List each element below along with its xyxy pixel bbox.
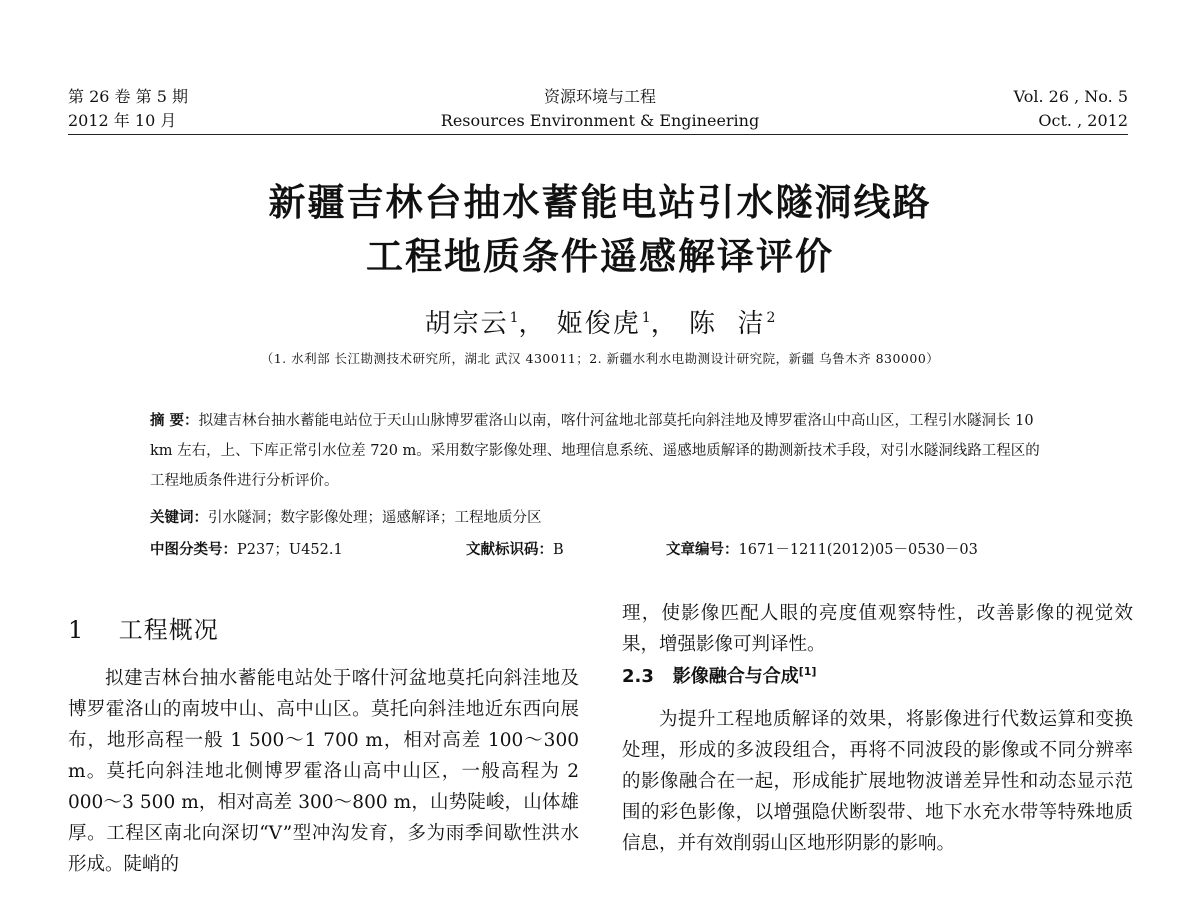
citation-ref: [1] (798, 665, 817, 678)
keywords-text: 引水隧洞；数字影像处理；遥感解译；工程地质分区 (208, 510, 542, 526)
section-number: 1 (68, 616, 85, 644)
header-rule (68, 134, 1128, 135)
keywords-label: 关键词： (150, 510, 208, 526)
header-date-en: Oct. , 2012 (1038, 111, 1128, 130)
header-volume: 第 26 卷 第 5 期 (68, 87, 188, 106)
header-vol-en: Vol. 26 , No. 5 (1013, 87, 1128, 106)
classification-value: P237；U452.1 (237, 542, 343, 558)
author-affil-mark: 1 (509, 310, 519, 327)
left-column (68, 663, 579, 903)
author-name: 胡宗云 (424, 309, 509, 339)
subsection-title: 影像融合与合成 (672, 666, 799, 687)
document-code-label: 文献标识码： (466, 542, 553, 558)
keywords (150, 503, 1050, 533)
section-1-paragraph: 拟建吉林台抽水蓄能电站处于喀什河盆地莫托向斜洼地及博罗霍洛山的南坡中山、高中山区。莫托向斜洼地近东西向展布，地形高程一般 1 500～1 700 m，相对高差 100～300 m。莫托向斜洼地北侧博罗霍洛山高中山区，一般高程为 2 000～3 500 m，相对高差 300～800 m，山势陡峻，山体雄厚。工程区南北向深切“V”型冲沟发育，多为雨季间歇性洪水形成。陡峭的 (68, 668, 579, 875)
title-line-2: 工程地质条件遥感解译评价 (366, 235, 834, 278)
author-affil-mark: 1 (641, 310, 651, 327)
classification (150, 538, 343, 559)
right-column-body (622, 704, 1133, 903)
author-list: 胡宗云$^1$， 姬俊虎$^1$， 陈 洁$^2$ (424, 309, 776, 339)
header-journal-en: Resources Environment & Engineering (440, 111, 760, 130)
abstract-text: 拟建吉林台抽水蓄能电站位于天山山脉博罗霍洛山以南，喀什河盆地北部莫托向斜洼地及博罗霍洛山中高山区，工程引水隧洞长 10 km 左右，上、下库正常引水位差 720 m。采用数字影像处理、地理信息系统、遥感地质解译的勘测新技术手段，对引水隧洞线路工程区的工程地质条件进行分析评价。 (150, 413, 1040, 489)
title-line-1: 新疆吉林台抽水蓄能电站引水隧洞线路 (268, 181, 932, 224)
subsection-2-3-paragraph: 为提升工程地质解译的效果，将影像进行代数运算和变换处理，形成的多波段组合，再将不同波段的影像或不同分辨率的影像融合在一起，形成能扩展地物波谱差异性和动态显示范围的彩色影像，以增强隐伏断裂带、地下水充水带等特殊地质信息，并有效削弱山区地形阴影的影响。 (622, 709, 1133, 854)
section-1-heading (68, 610, 219, 645)
article-number (666, 538, 978, 559)
author-affil-mark: 2 (766, 310, 776, 327)
author-name: 陈 洁 (688, 309, 766, 339)
document-code-value: B (553, 542, 564, 558)
subsection-2-3-heading (622, 662, 816, 688)
document-code (466, 538, 564, 559)
right-column-continued (622, 598, 1133, 660)
article-number-value: 1671－1211(2012)05－0530－03 (738, 542, 978, 558)
abstract (150, 406, 1050, 496)
section-title: 工程概况 (118, 616, 219, 644)
article-number-label: 文章编号： (666, 542, 739, 558)
affiliation: （1. 水利部 长江勘测技术研究所，湖北 武汉 430011；2. 新疆水利水电勘测设计研究院，新疆 乌鲁木齐 830000） (260, 351, 940, 366)
author-name: 姬俊虎 (556, 309, 641, 339)
abstract-label: 摘 要： (150, 413, 199, 429)
subsection-number: 2.3 (622, 666, 654, 687)
header-date: 2012 年 10 月 (68, 111, 177, 130)
header-journal-cn: 资源环境与工程 (543, 87, 656, 106)
classification-label: 中图分类号： (150, 542, 237, 558)
continued-paragraph: 理，使影像匹配人眼的亮度值观察特性，改善影像的视觉效果，增强影像可判译性。 (622, 603, 1133, 655)
